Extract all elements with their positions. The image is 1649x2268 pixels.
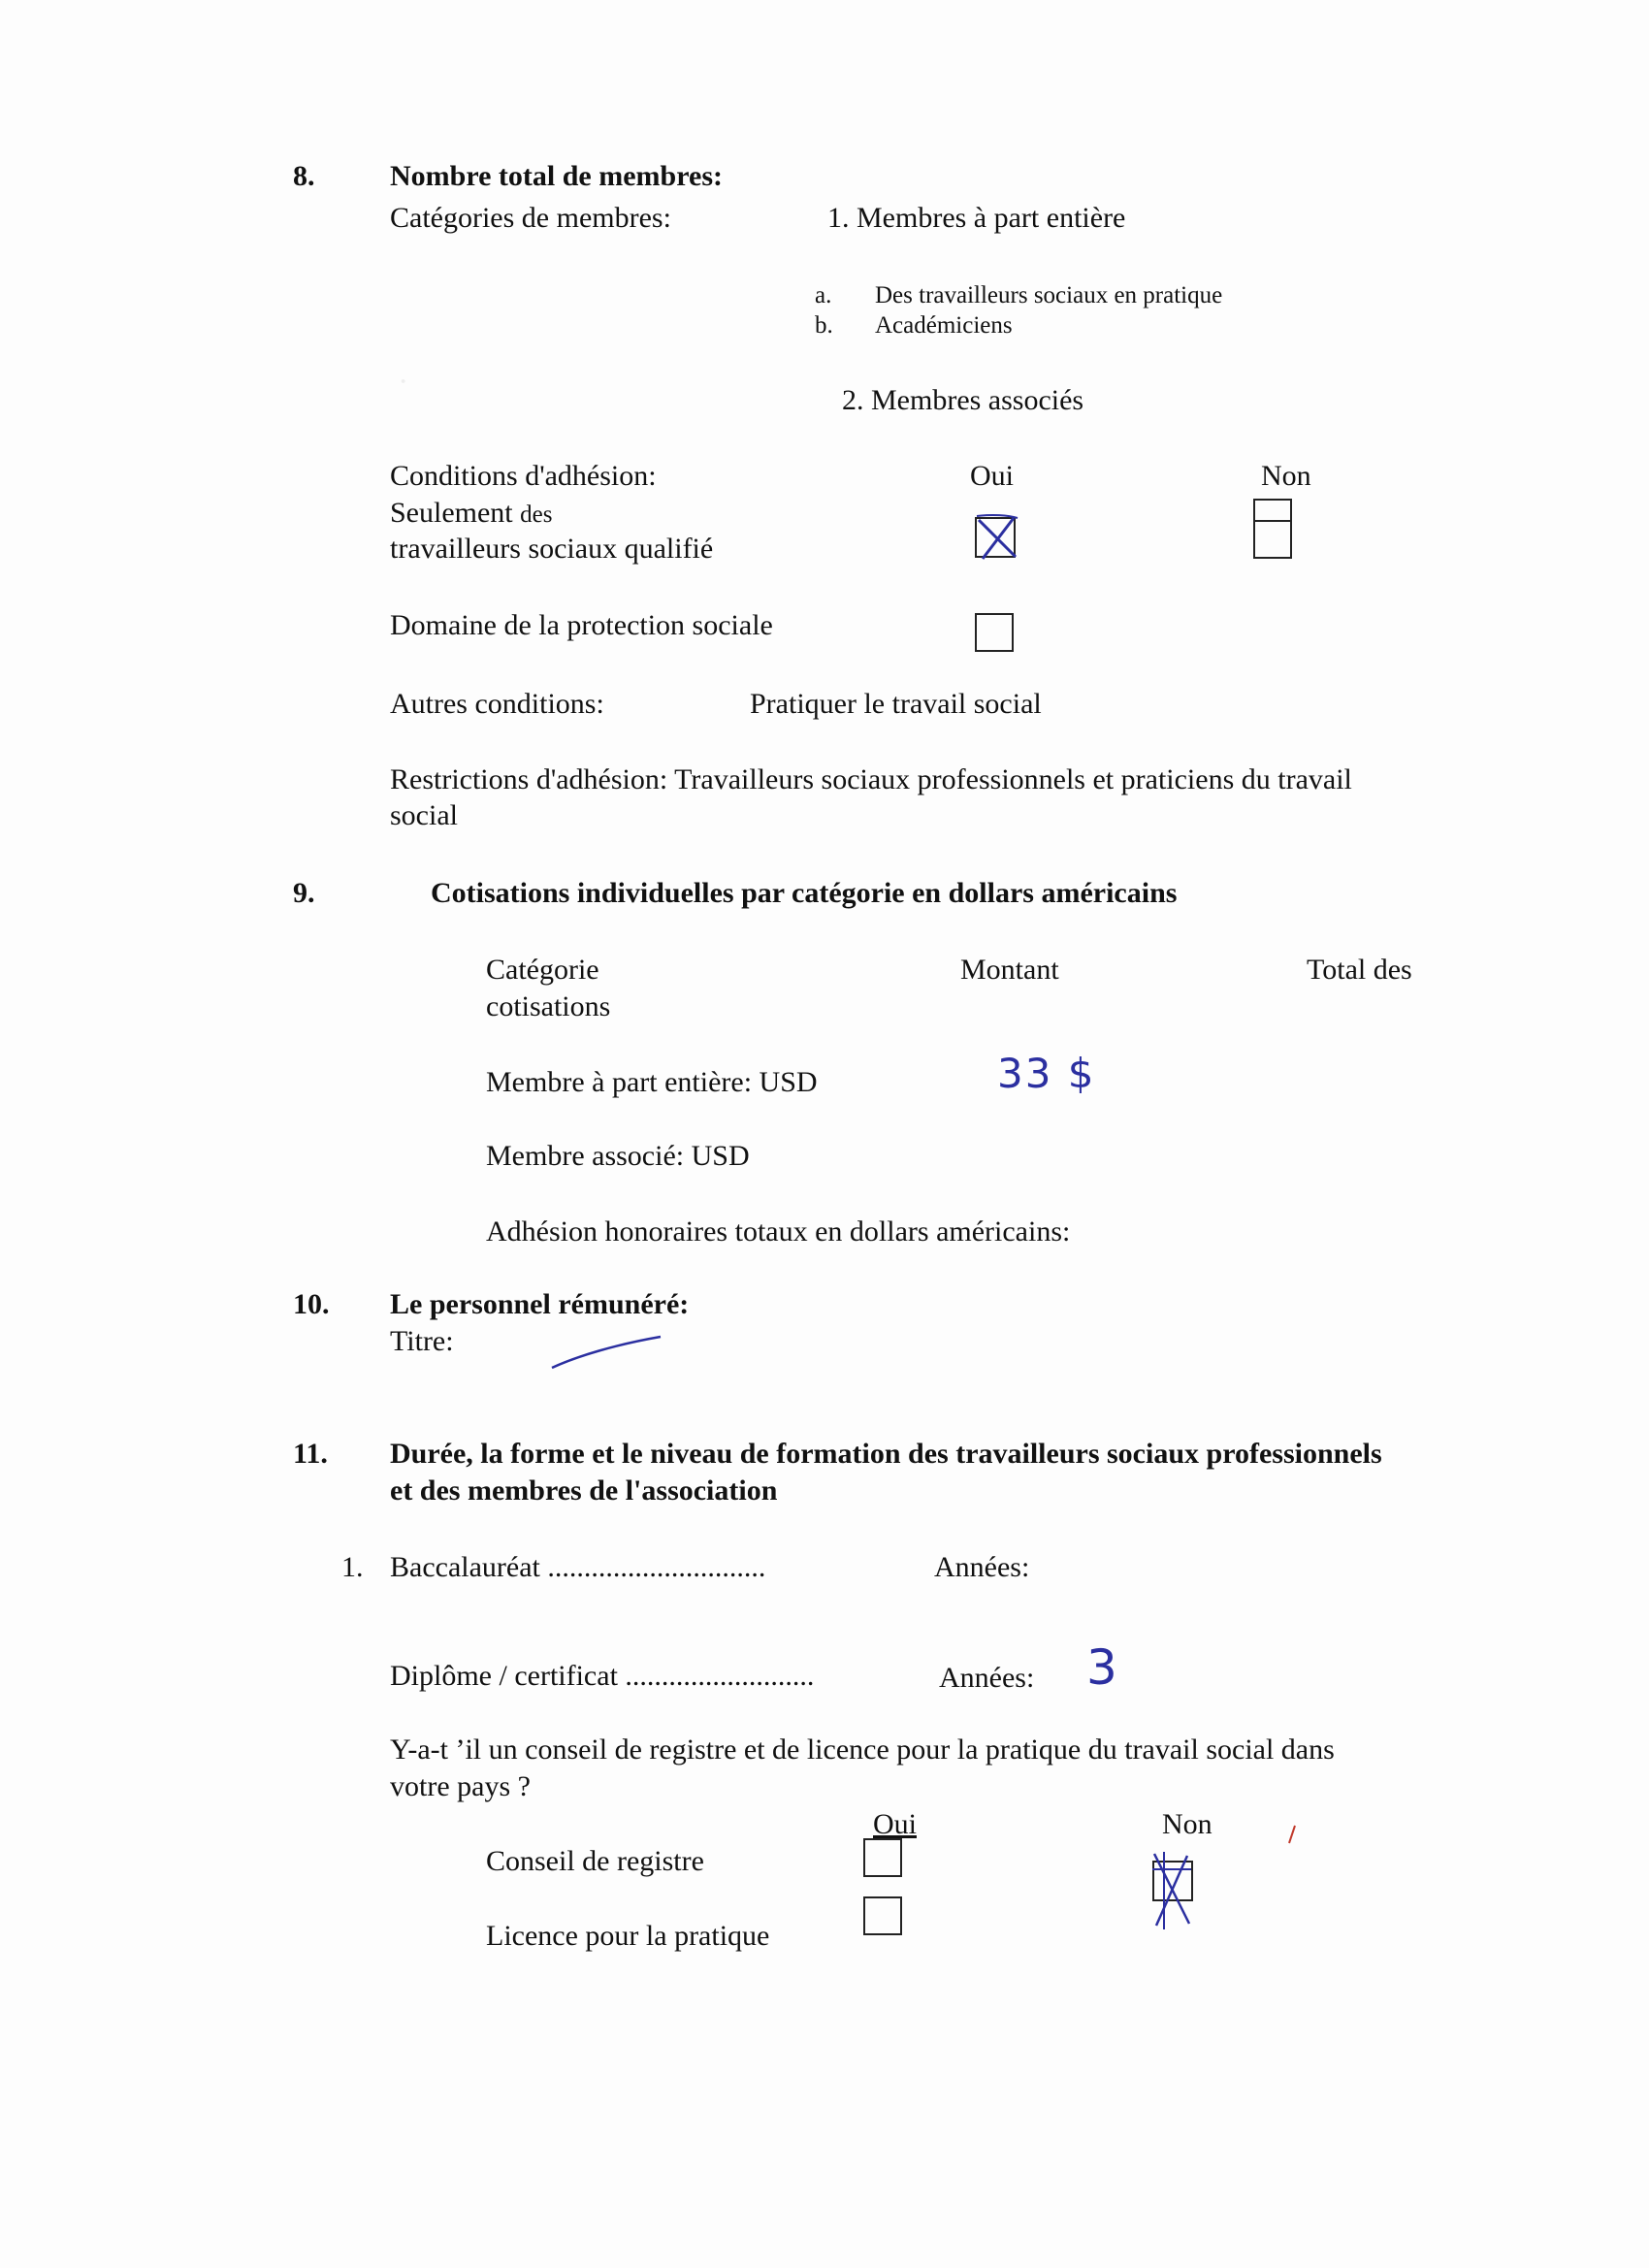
checkmark-x-icon [1143, 1848, 1201, 1930]
checkmark-x-icon [973, 512, 1019, 563]
social-protection-oui-checkbox[interactable] [975, 613, 1014, 652]
bachelor-years-label: Années: [934, 1551, 1030, 1583]
member-categories-label: Catégories de membres: [390, 202, 671, 234]
section-10-number: 10. [293, 1288, 330, 1320]
section-11-number: 11. [293, 1438, 328, 1470]
registry-non-header: Non [1162, 1808, 1212, 1840]
section-11-title-line2: et des membres de l'association [390, 1474, 778, 1507]
item-1-number: 1. [341, 1551, 364, 1583]
restrictions-line1: Restrictions d'adhésion: Travailleurs sociaux professionnels et praticiens du travail [390, 763, 1352, 795]
diploma-years-value: 3 [1086, 1639, 1117, 1696]
registry-oui-checkbox[interactable] [863, 1838, 902, 1877]
other-conditions-value: Pratiquer le travail social [750, 688, 1042, 720]
full-member-fee-label: Membre à part entière: USD [486, 1066, 818, 1098]
only-qualified-non-checkbox-top[interactable] [1253, 499, 1292, 522]
stray-mark-icon [1285, 1824, 1299, 1847]
conditions-oui-header: Oui [970, 460, 1014, 492]
only-qualified-line2: travailleurs sociaux qualifié [390, 533, 714, 565]
only-qualified-non-checkbox[interactable] [1253, 520, 1292, 559]
category-1b-marker: b. [815, 312, 833, 339]
registry-question-line1: Y-a-t ’il un conseil de registre et de licence pour la pratique du travail social dans [390, 1733, 1335, 1766]
diploma-years-label: Années: [939, 1662, 1035, 1694]
only-qualified-word: Seulement [390, 497, 513, 529]
section-10-title: Le personnel rémunéré: [390, 1288, 690, 1320]
registry-question-line2: votre pays ? [390, 1770, 531, 1802]
registry-board-label: Conseil de registre [486, 1845, 704, 1877]
section-8-number: 8. [293, 160, 315, 192]
social-protection-domain: Domaine de la protection sociale [390, 609, 773, 641]
bleed-through-text: · [398, 364, 409, 400]
column-amount: Montant [960, 954, 1059, 986]
associate-member-fee-label: Membre associé: USD [486, 1140, 750, 1172]
registry-oui-header: Oui [873, 1808, 917, 1840]
diploma-label: Diplôme / certificat .......................... [390, 1660, 815, 1692]
category-1b-text: Académiciens [875, 312, 1013, 339]
staff-title-label: Titre: [390, 1325, 454, 1357]
section-11-title-line1: Durée, la forme et le niveau de formation des travailleurs sociaux professionnels [390, 1438, 1382, 1470]
bachelor-label: Baccalauréat .............................. [390, 1551, 766, 1583]
restrictions-line2: social [390, 799, 458, 831]
license-label: Licence pour la pratique [486, 1920, 770, 1952]
section-9-number: 9. [293, 877, 315, 909]
category-associate-members: 2. Membres associés [842, 384, 1084, 416]
section-9-title: Cotisations individuelles par catégorie en dollars américains [431, 877, 1178, 909]
membership-conditions-label: Conditions d'adhésion: [390, 460, 657, 492]
conditions-non-header: Non [1261, 460, 1311, 492]
section-8-title: Nombre total de membres: [390, 160, 723, 192]
column-category-line2: cotisations [486, 990, 611, 1022]
only-qualified-des: des [520, 502, 553, 528]
handwritten-dash-icon [548, 1329, 664, 1373]
only-qualified-line1 [390, 495, 552, 532]
category-1a-marker: a. [815, 282, 832, 308]
column-total: Total des [1307, 954, 1412, 986]
license-oui-checkbox[interactable] [863, 1896, 902, 1935]
total-fees-label: Adhésion honoraires totaux en dollars américains: [486, 1215, 1071, 1247]
category-1a-text: Des travailleurs sociaux en pratique [875, 282, 1223, 308]
other-conditions-label: Autres conditions: [390, 688, 604, 720]
column-category-line1: Catégorie [486, 954, 599, 986]
full-member-fee-amount: 33 $ [997, 1050, 1096, 1097]
category-full-members: 1. Membres à part entière [827, 202, 1126, 234]
